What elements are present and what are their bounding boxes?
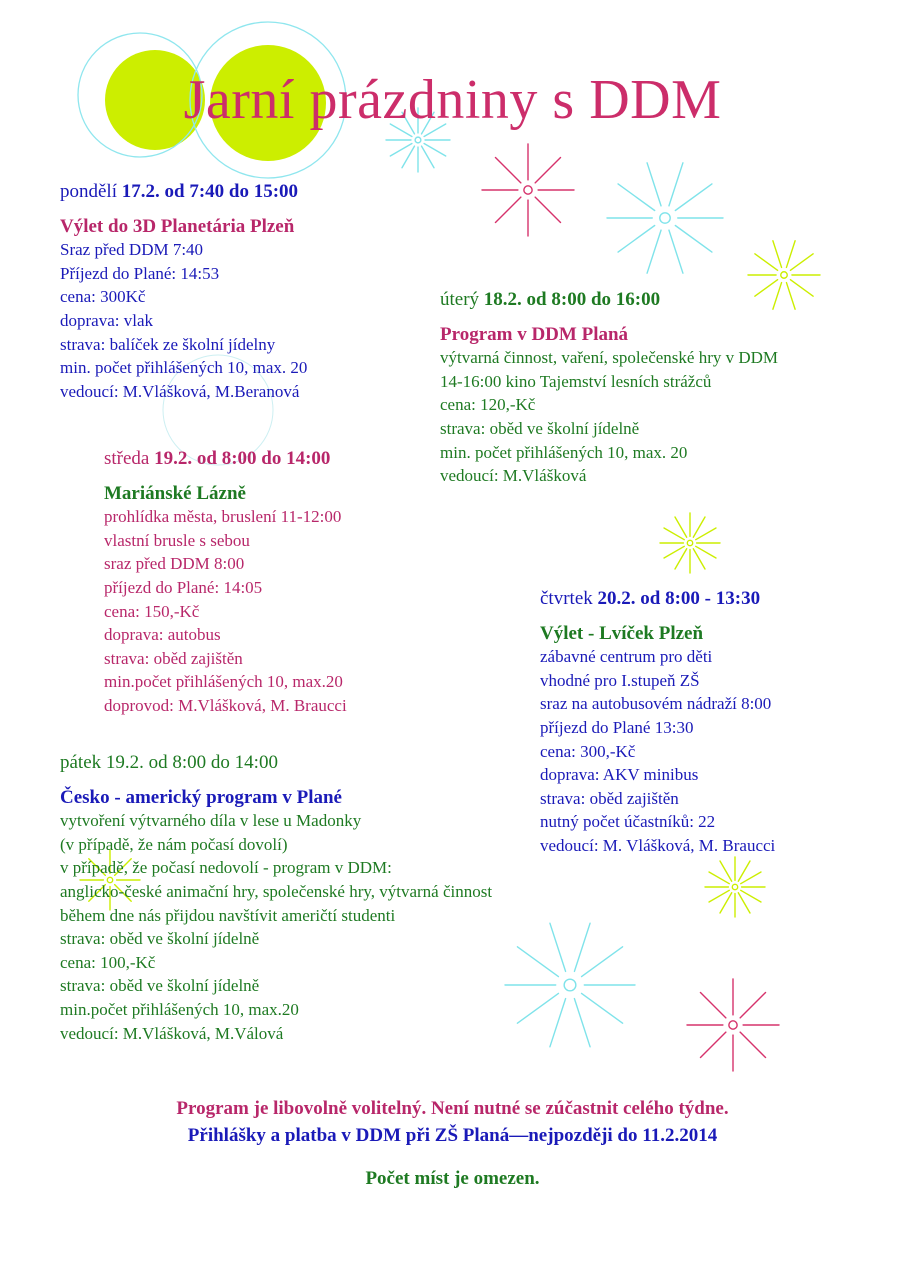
thursday-block [540, 587, 775, 858]
tuesday-block [440, 288, 778, 488]
info-line: Sraz před DDM 7:40 [60, 240, 204, 260]
info-line: sraz před DDM 8:00 [104, 554, 245, 574]
info-line: cena: 120,-Kč [440, 395, 536, 415]
info-line: strava: oběd zajištěn [540, 788, 679, 808]
day-label: čtvrtek 20.2. od 8:00 - 13:30 [540, 588, 761, 609]
info-line: během dne nás přijdou navštívit američtí studenti [60, 905, 396, 925]
activity-heading: Výlet do 3D Planetária Plzeň [60, 215, 295, 237]
info-line: strava: oběd ve školní jídelně [60, 976, 260, 996]
info-line: výtvarná činnost, vaření, společenské hry v DDM [440, 348, 779, 368]
info-line: v případě, že počasí nedovolí - program v DDM: [60, 858, 392, 878]
activity-heading: Výlet - Lvíček Plzeň [540, 622, 704, 644]
info-line: strava: oběd ve školní jídelně [440, 418, 640, 438]
day-label: středa 19.2. od 8:00 do 14:00 [104, 448, 331, 469]
info-line: prohlídka města, bruslení 11-12:00 [104, 507, 342, 527]
info-line: strava: oběd ve školní jídelně [60, 929, 260, 949]
activity-heading: Česko - americký program v Plané [60, 786, 342, 808]
info-line: strava: oběd zajištěn [104, 648, 243, 668]
info-line: zábavné centrum pro děti [540, 647, 713, 667]
info-line: doprovod: M.Vlášková, M. Braucci [104, 695, 347, 715]
info-line: (v případě, že nám počasí dovolí) [60, 834, 288, 854]
starburst-decoration [660, 513, 720, 573]
footer-registration: Přihlášky a platba v DDM při ZŠ Planá—nejpozději do 11.2.2014 [187, 1125, 718, 1146]
info-line: 14-16:00 kino Tajemství lesních strážců [440, 371, 712, 391]
activity-heading: Program v DDM Planá [440, 323, 629, 345]
starburst-decoration [607, 163, 723, 273]
info-line: sraz na autobusovém nádraží 8:00 [540, 694, 772, 714]
monday-block [60, 180, 307, 403]
info-line: cena: 150,-Kč [104, 601, 200, 621]
info-line: anglicko-české animační hry, společenské hry, výtvarná činnost [60, 881, 493, 901]
info-line: strava: balíček ze školní jídelny [60, 334, 276, 354]
info-line: doprava: autobus [104, 625, 221, 645]
info-line: min. počet přihlášených 10, max. 20 [60, 358, 308, 378]
starburst-decoration [505, 923, 635, 1047]
info-line: vhodné pro I.stupeň ZŠ [540, 670, 700, 690]
starburst-decoration [482, 144, 574, 236]
friday-block [60, 751, 492, 1045]
info-line: doprava: vlak [60, 310, 153, 330]
info-line: příjezd do Plané 13:30 [540, 717, 694, 737]
info-line: cena: 300Kč [60, 287, 146, 307]
info-line: vedoucí: M.Vlášková, M.Beranová [60, 381, 300, 401]
info-line: příjezd do Plané: 14:05 [104, 577, 263, 597]
info-line: vytvoření výtvarného díla v lese u Madonky [60, 811, 362, 831]
activity-heading: Mariánské Lázně [104, 482, 246, 504]
info-line: vlastní brusle s sebou [104, 530, 250, 550]
info-line: doprava: AKV minibus [540, 765, 699, 785]
info-line: min.počet přihlášených 10, max.20 [104, 672, 343, 692]
info-line: vedoucí: M.Vlášková, M.Válová [60, 1023, 284, 1043]
info-line: cena: 300,-Kč [540, 741, 636, 761]
page-title: Jarní prázdniny s DDM [183, 69, 722, 131]
info-line: nutný počet účastníků: 22 [540, 812, 716, 832]
day-label: pátek 19.2. od 8:00 do 14:00 [60, 752, 278, 773]
wednesday-block [104, 447, 347, 718]
info-line: Příjezd do Plané: 14:53 [60, 263, 220, 283]
starburst-decoration [687, 979, 779, 1071]
starburst-decoration [705, 857, 765, 917]
footer-note: Program je libovolně volitelný. Není nutné se zúčastnit celého týdne. [176, 1098, 729, 1119]
day-label: úterý 18.2. od 8:00 do 16:00 [440, 289, 661, 310]
day-label: pondělí 17.2. od 7:40 do 15:00 [60, 181, 299, 202]
info-line: vedoucí: M.Vlášková [440, 466, 587, 486]
info-line: min.počet přihlášených 10, max.20 [60, 999, 299, 1019]
info-line: vedoucí: M. Vlášková, M. Braucci [540, 835, 776, 855]
footer-capacity: Počet míst je omezen. [365, 1168, 540, 1189]
info-line: cena: 100,-Kč [60, 952, 156, 972]
info-line: min. počet přihlášených 10, max. 20 [440, 442, 688, 462]
